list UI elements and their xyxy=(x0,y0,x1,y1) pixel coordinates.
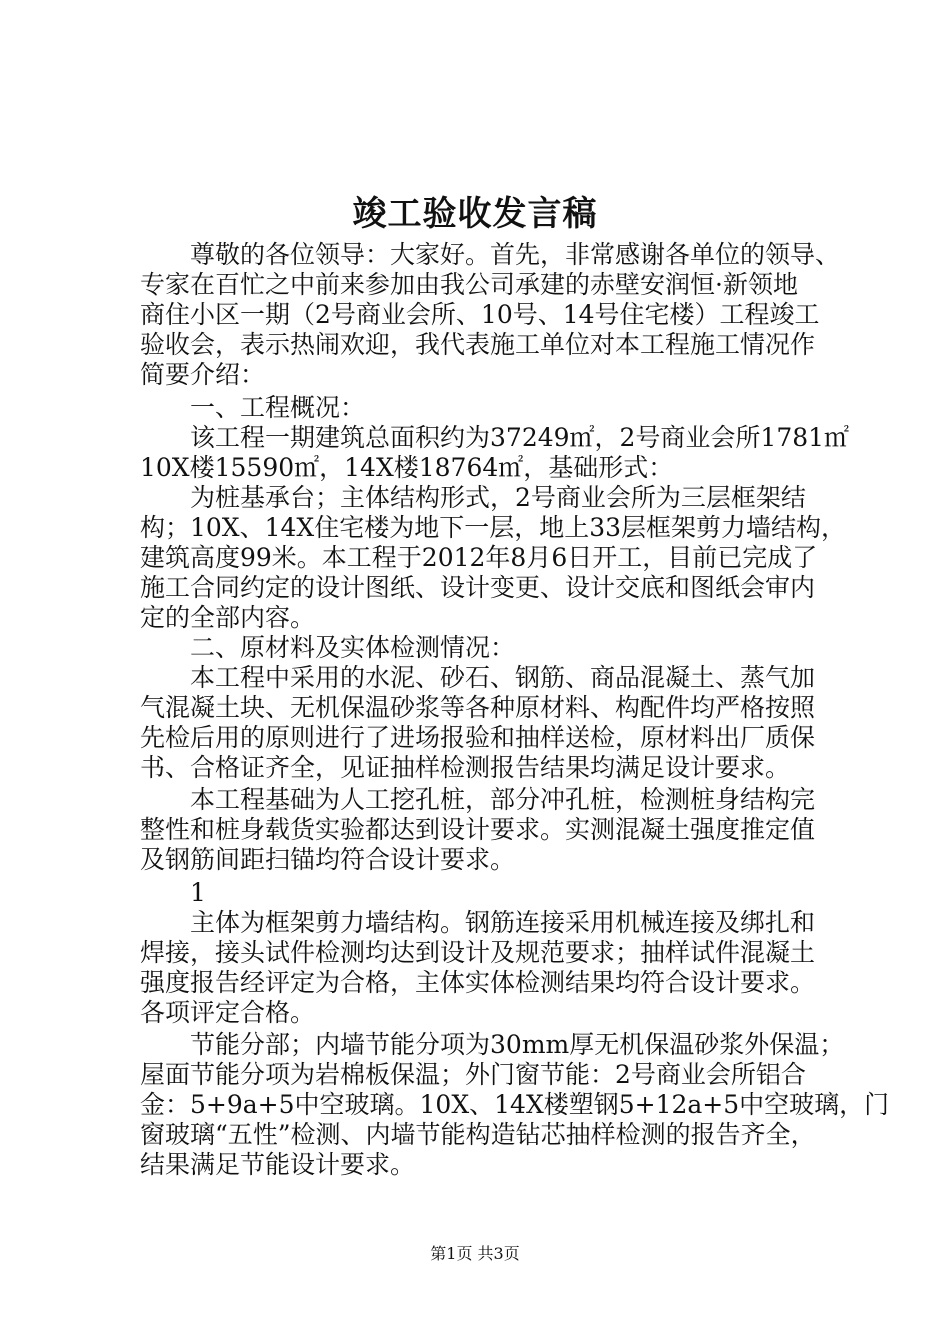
text-line: 各项评定合格。 xyxy=(140,998,316,1027)
text-line: 屋面节能分项为岩棉板保温；外门窗节能：2号商业会所铝合 xyxy=(140,1060,806,1089)
text-line: 节能分部；内墙节能分项为30mm厚无机保温砂浆外保温； xyxy=(140,1030,845,1059)
document-title: 竣工验收发言稿 xyxy=(352,194,598,234)
text-line: 尊敬的各位领导：大家好。首先，非常感谢各单位的领导、 xyxy=(140,240,841,269)
text-line: 窗玻璃“五性”检测、内墙节能构造钻芯抽样检测的报告齐全， xyxy=(140,1120,816,1149)
page-footer: 第1页 共3页 xyxy=(430,1244,520,1263)
text-line: 1 xyxy=(140,878,206,907)
text-line: 先检后用的原则进行了进场报验和抽样送检，原材料出厂质保 xyxy=(140,723,816,752)
text-line: 金：5+9a+5中空玻璃。10X、14X楼塑钢5+12a+5中空玻璃，门 xyxy=(140,1090,890,1119)
text-line: 主体为框架剪力墙结构。钢筋连接采用机械连接及绑扎和 xyxy=(140,908,816,937)
text-line: 构；10X、14X住宅楼为地下一层，地上33层框架剪力墙结构， xyxy=(140,513,847,542)
text-line: 该工程一期建筑总面积约为37249㎡，2号商业会所1781㎡ xyxy=(140,423,850,452)
text-line: 及钢筋间距扫锚均符合设计要求。 xyxy=(140,845,516,874)
text-line: 10X楼15590㎡，14X楼18764㎡，基础形式： xyxy=(140,453,674,482)
text-line: 简要介绍： xyxy=(140,360,266,389)
text-line: 整性和桩身载货实验都达到设计要求。实测混凝土强度推定值 xyxy=(140,815,816,844)
text-line: 专家在百忙之中前来参加由我公司承建的赤壁安润恒·新领地 xyxy=(140,270,798,299)
text-line: 为桩基承台；主体结构形式，2号商业会所为三层框架结 xyxy=(140,483,806,512)
text-line: 商住小区一期（2号商业会所、10号、14号住宅楼）工程竣工 xyxy=(140,300,820,329)
text-line: 验收会，表示热闹欢迎，我代表施工单位对本工程施工情况作 xyxy=(140,330,816,359)
text-line: 书、合格证齐全，见证抽样检测报告结果均满足设计要求。 xyxy=(140,753,791,782)
text-line: 气混凝土块、无机保温砂浆等各种原材料、构配件均严格按照 xyxy=(140,693,816,722)
text-line: 一、工程概况： xyxy=(140,393,366,422)
text-line: 本工程中采用的水泥、砂石、钢筋、商品混凝土、蒸气加 xyxy=(140,663,816,692)
text-line: 本工程基础为人工挖孔桩，部分冲孔桩，检测桩身结构完 xyxy=(140,785,816,814)
text-line: 结果满足节能设计要求。 xyxy=(140,1150,416,1179)
text-line: 定的全部内容。 xyxy=(140,603,316,632)
text-line: 强度报告经评定为合格，主体实体检测结果均符合设计要求。 xyxy=(140,968,816,997)
text-line: 施工合同约定的设计图纸、设计变更、设计交底和图纸会审内 xyxy=(140,573,816,602)
text-line: 建筑高度99米。本工程于2012年8月6日开工，目前已完成了 xyxy=(140,543,818,572)
text-line: 焊接，接头试件检测均达到设计及规范要求；抽样试件混凝土 xyxy=(140,938,816,967)
text-line: 二、原材料及实体检测情况： xyxy=(140,633,516,662)
